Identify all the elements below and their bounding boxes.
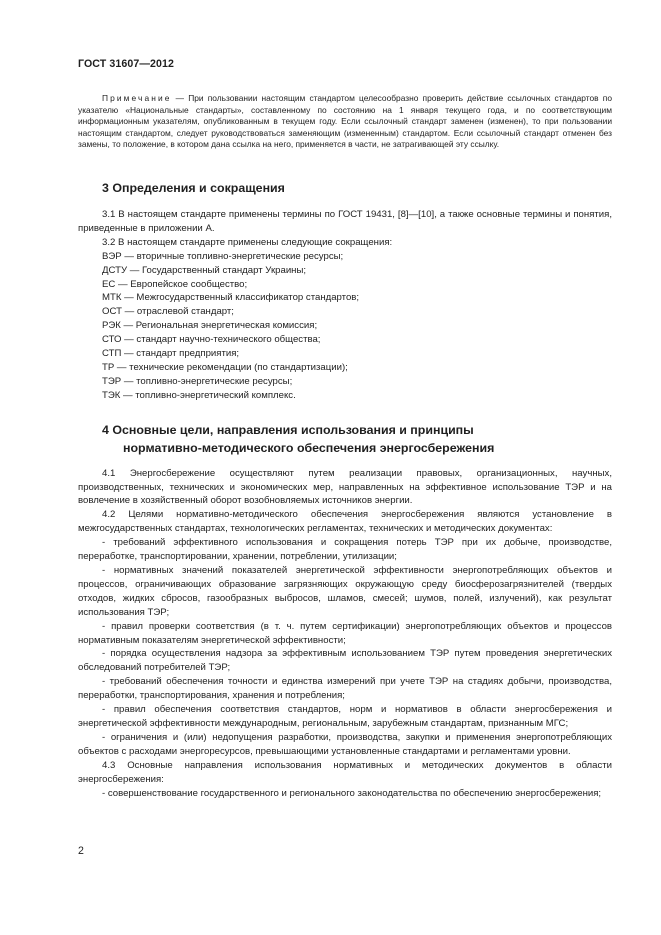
abbreviations-list — [78, 250, 612, 403]
paragraph-3-1: 3.1 В настоящем стандарте применены термины по ГОСТ 19431, [8]—[10], а также основные термины и понятия, приведенные в приложении А. — [78, 208, 612, 234]
abbreviation-item: ОСТ — отраслевой стандарт; — [102, 306, 234, 318]
list-item: - требований эффективного использования и сокращения потерь ТЭР при их добыче, производстве, переработке, транспортировании, хранении, потреблении, утилизации; — [78, 537, 612, 563]
abbreviation-item: ТЭР — топливно-энергетические ресурсы; — [102, 375, 293, 387]
page-content — [78, 93, 612, 800]
abbreviation-item: ТЭК — топливно-энергетический комплекс. — [102, 389, 296, 401]
list-item: - порядка осуществления надзора за эффективным использованием ТЭР путем проведения энергетических обследований потребителей ТЭР; — [78, 648, 612, 674]
section-4-heading-line-2: нормативно-методического обеспечения энергосбережения — [123, 440, 495, 455]
page-number: 2 — [78, 845, 84, 857]
standard-code-header: ГОСТ 31607—2012 — [78, 58, 175, 70]
abbreviation-item: ТР — технические рекомендации (по стандартизации); — [102, 361, 348, 373]
abbreviation-item: РЭК — Региональная энергетическая комиссия; — [102, 320, 318, 332]
abbreviation-item: ЕС — Европейское сообщество; — [102, 278, 248, 290]
abbreviation-item: ВЭР — вторичные топливно-энергетические ресурсы; — [102, 250, 344, 262]
list-item: - правил проверки соответствия (в т. ч. путем сертификации) энергопотребляющих объектов и процессов нормативным показателям энергетической эффективности; — [78, 620, 612, 646]
list-item: - требований обеспечения точности и единства измерений при учете ТЭР на стадиях добычи, производства, переработки, транспортирования, хранения и потребления; — [78, 676, 612, 702]
abbreviation-item: СТО — стандарт научно-технического общества; — [102, 334, 321, 346]
list-item: - нормативных значений показателей энергетической эффективности энергопотребляющих объектов и процессов, ограничивающих образование загрязняющих окружающую среду биосферозагрязнителей (твердых отходов, жидких сбросов, газообразных выбросов, шламов, смесей; шумов, полей, излучений), как результат использования ТЭР; — [78, 565, 612, 618]
paragraph-3-2: 3.2 В настоящем стандарте применены следующие сокращения: — [102, 236, 393, 248]
section-4-heading-line-1: 4 Основные цели, направления использования и принципы — [102, 422, 474, 437]
paragraph-4-3: 4.3 Основные направления использования нормативных и методических документов в области энергосбережения: — [78, 759, 612, 785]
list-item: - ограничения и (или) недопущения разработки, производства, закупки и применения энергопотребляющих объектов с расходами энергоресурсов, превышающими установленные стандартами и регламентами уровни. — [78, 731, 612, 757]
paragraph-4-2: 4.2 Целями нормативно-методического обеспечения энергосбережения являются установление в межгосударственных стандартах, технологических регламентах, технических и методических документах: — [78, 509, 612, 535]
note-paragraph — [78, 93, 612, 151]
abbreviation-item: МТК — Межгосударственный классификатор стандартов; — [102, 292, 360, 304]
section-3-heading: 3 Определения и сокращения — [102, 180, 285, 195]
list-item: - правил обеспечения соответствия стандартов, норм и нормативов в области энергосбережения и энергетической эффективности международным, региональным, зарубежным стандартам, признанным МГС; — [78, 704, 612, 729]
abbreviation-item: СТП — стандарт предприятия; — [102, 348, 240, 360]
list-item: - совершенствование государственного и регионального законодательства по обеспечению энергосбережения; — [102, 787, 602, 799]
abbreviation-item: ДСТУ — Государственный стандарт Украины; — [102, 264, 307, 276]
note-text: — При пользовании настоящим стандартом целесообразно проверить действие ссылочных стандартов по указателю «Национальные стандарты», составленному по состоянию на 1 января текущего года, и по соответствующим информационным указателям, опубликованным в текущем году. Если ссылочный стандарт заменен (изменен), то при пользовании настоящим стандартом, следует руководствоваться заменяющим (измененным) стандартом. Если ссылочный стандарт отменен без замены, то положение, в котором дана ссылка на него, применяется в части, не затрагивающей эту ссылку. — [78, 93, 612, 150]
paragraph-4-1: 4.1 Энергосбережение осуществляют путем реализации правовых, организационных, научных, производственных, технических и экономических мер, направленных на эффективное использование ТЭР и на вовлечение в хозяйственный оборот возобновляемых источников энергии. — [78, 467, 612, 507]
section-4-heading — [102, 421, 612, 457]
note-label: Примечание — [102, 93, 172, 103]
